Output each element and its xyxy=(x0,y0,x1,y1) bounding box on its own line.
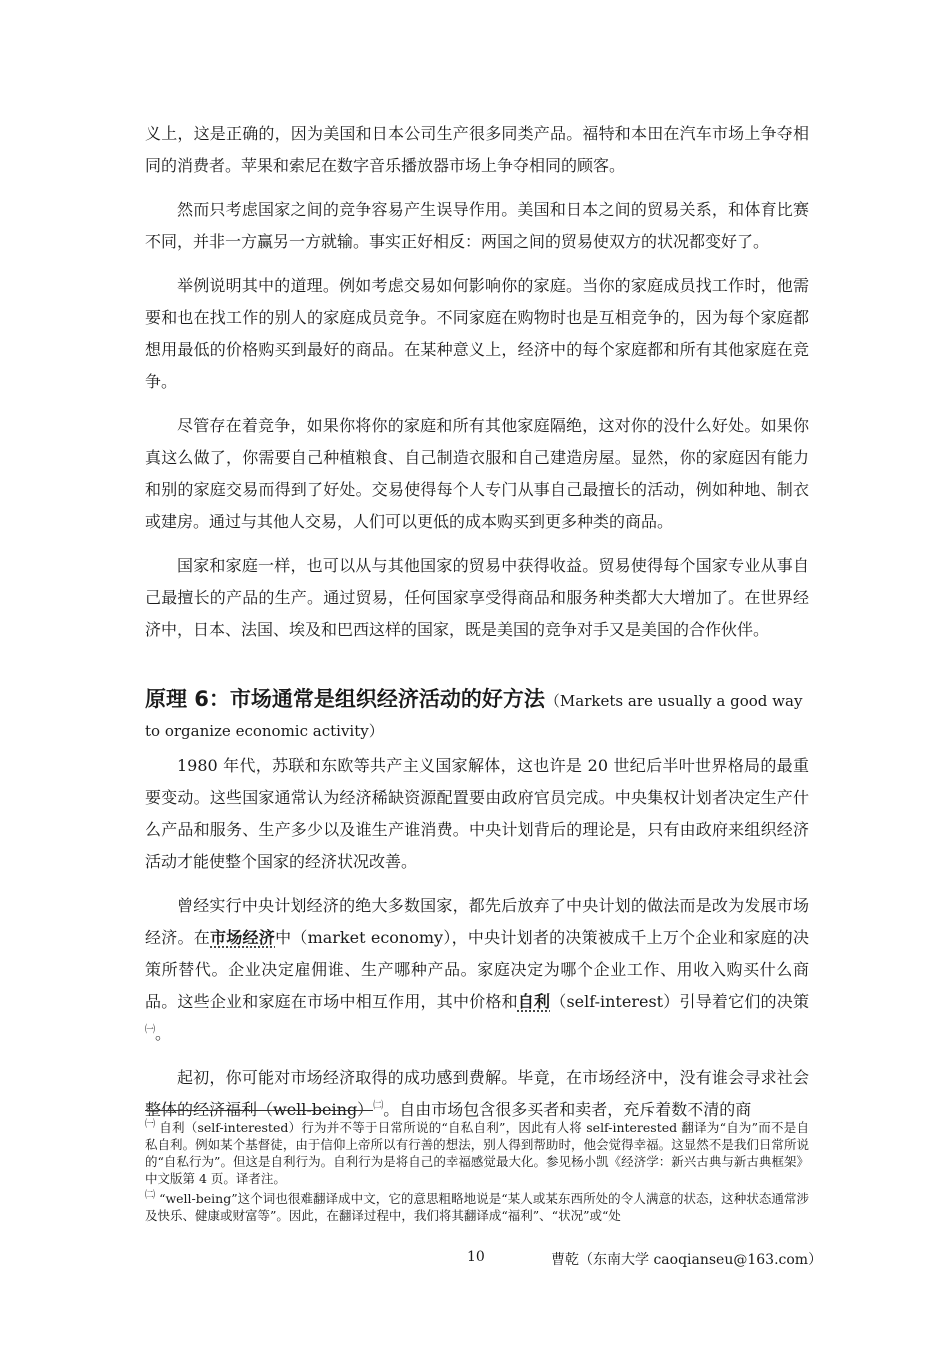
p9-text-a: 起初，你可能对市场经济取得的成功感到费解。毕竟，在市场经济中，没有谁会寻求社会整体的经济福利（well-being） xyxy=(145,1068,809,1119)
footnote-mark-2: ㈡ xyxy=(145,1190,156,1202)
paragraph-7: 1980 年代，苏联和东欧等共产主义国家解体，这也许是 20 世纪后半叶世界格局的最重要变动。这些国家通常认为经济稀缺资源配置要由政府官员完成。中央集权计划者决定生产什么产品和服务、生产多少以及谁生产谁消费。中央计划背后的理论是，只有由政府来组织经济活动才能使整个国家的经济状况改善。 xyxy=(145,756,809,871)
footnote-2 xyxy=(145,1187,809,1224)
footnote-mark-1: ㈠ xyxy=(145,1119,156,1130)
section-heading-zh: 原理 6：市场通常是组织经济活动的好方法 xyxy=(145,687,545,711)
section-heading xyxy=(145,684,809,746)
footnote-ref-1[interactable]: ㈠ xyxy=(145,1024,155,1036)
p9-text-b: 。自由市场包含很多买者和卖者，充斥着数不清的商 xyxy=(383,1100,752,1119)
footnotes xyxy=(145,1116,809,1224)
p8-text-d: 。 xyxy=(155,1024,172,1043)
author-credit: 曹乾（东南大学 caoqianseu@163.com） xyxy=(551,1252,823,1268)
section-heading-en: （Markets are usually a good way to organize economic activity） xyxy=(145,692,803,740)
paragraph-8 xyxy=(145,890,809,1050)
footnote-1 xyxy=(145,1116,809,1187)
footnote-text-1: 自利（self-interested）行为并不等于日常所说的“自私自利”，因此有人将 self-interested 翻译为“自为”而不是自私自利。例如某个基督徒，由于信仰上帝所以有行善的想法，别人得到帮助时，他会觉得幸福。这显然不是我们日常所说的“自私行为”。但这是自利行为。自利行为是将自己的幸福感觉最大化。参见杨小凯《经济学：新兴古典与新古典框架》中文版第 4 页。译者注。 xyxy=(145,1120,809,1187)
paragraph-2: 然而只考虑国家之间的竞争容易产生误导作用。美国和日本之间的贸易关系，和体育比赛不同，并非一方赢另一方就输。事实正好相反：两国之间的贸易使双方的状况都变好了。 xyxy=(145,200,809,251)
paragraph-1: 义上，这是正确的，因为美国和日本公司生产很多同类产品。福特和本田在汽车市场上争夺相同的消费者。苹果和索尼在数字音乐播放器市场上争夺相同的顾客。 xyxy=(145,124,809,175)
p8-text-c: （self-interest）引导着它们的决策 xyxy=(550,992,809,1011)
term-self-interest: 自利 xyxy=(517,992,551,1011)
p8-text-b: 中（market economy），中央计划者的决策被成千上万个企业和家庭的决策所替代。企业决定雇佣谁、生产哪种产品。家庭决定为哪个企业工作、用收入购买什么商品。这些企业和家庭在市场中相互作用，其中价格和 xyxy=(145,928,809,1011)
footnote-text-2: “well-being”这个词也很难翻译成中文，它的意思粗略地说是“某人或某东西所处的令人满意的状态，这种状态通常涉及快乐、健康或财富等”。因此，在翻译过程中，我们将其翻译成“福利”、“状况”或“处 xyxy=(145,1191,809,1224)
footnote-divider xyxy=(145,1110,373,1111)
paragraph-3: 举例说明其中的道理。例如考虑交易如何影响你的家庭。当你的家庭成员找工作时，他需要和也在找工作的别人的家庭成员竞争。不同家庭在购物时也是互相竞争的，因为每个家庭都想用最低的价格购买到最好的商品。在某种意义上，经济中的每个家庭都和所有其他家庭在竞争。 xyxy=(145,276,809,391)
paragraph-5: 国家和家庭一样，也可以从与其他国家的贸易中获得收益。贸易使得每个国家专业从事自己最擅长的产品的生产。通过贸易，任何国家享受得商品和服务种类都大大增加了。在世界经济中，日本、法国、埃及和巴西这样的国家，既是美国的竞争对手又是美国的合作伙伴。 xyxy=(145,556,809,639)
page-body xyxy=(145,118,809,1126)
paragraph-4: 尽管存在着竞争，如果你将你的家庭和所有其他家庭隔绝，这对你的没什么好处。如果你真这么做了，你需要自己种植粮食、自己制造衣服和自己建造房屋。显然，你的家庭因有能力和别的家庭交易而得到了好处。交易使得每个人专门从事自己最擅长的活动，例如种地、制衣或建房。通过与其他人交易，人们可以更低的成本购买到更多种类的商品。 xyxy=(145,416,809,531)
term-market-economy: 市场经济 xyxy=(210,928,276,947)
p8-text-a: 曾经实行中央计划经济的绝大多数国家，都先后放弃了中央计划的做法而是改为发展市场经济。在 xyxy=(145,896,809,947)
page-number: 10 xyxy=(467,1249,485,1265)
footnote-ref-2[interactable]: ㈡ xyxy=(373,1100,384,1112)
